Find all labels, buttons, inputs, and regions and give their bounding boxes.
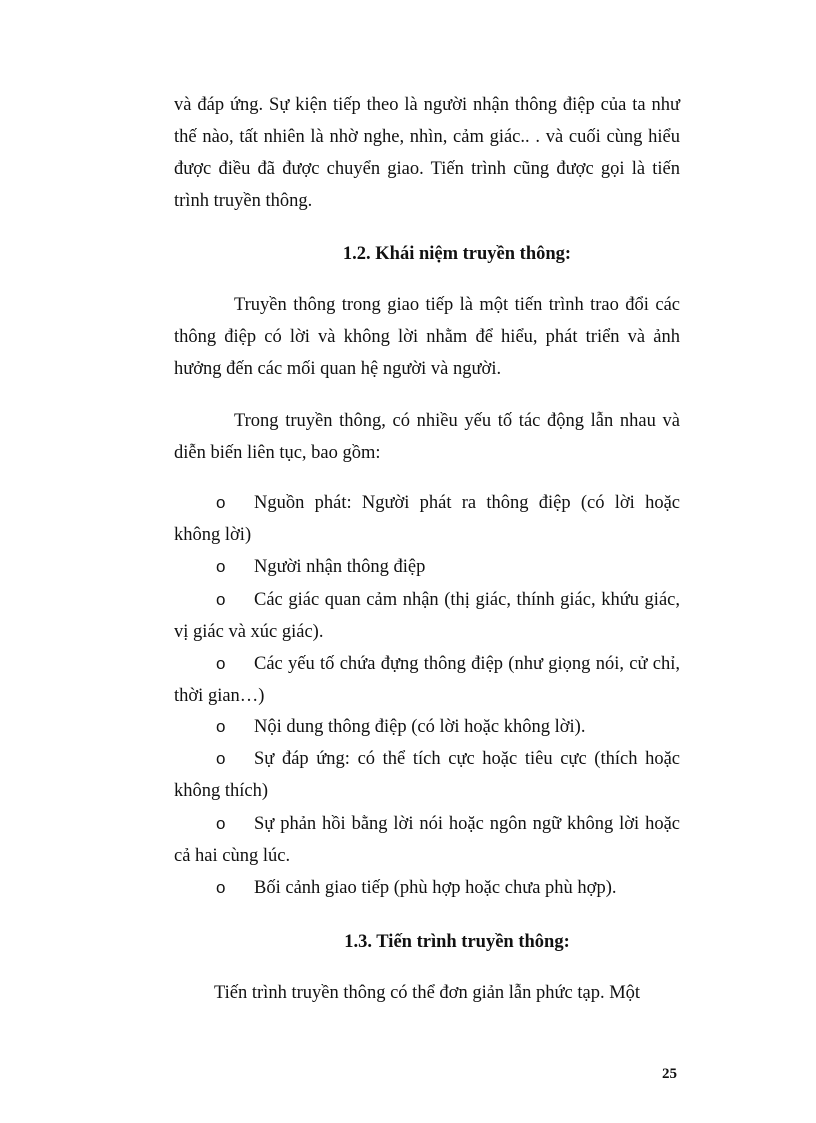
bullet-marker: o	[216, 493, 226, 512]
bullet-marker: o	[216, 590, 226, 609]
list-item	[174, 743, 680, 807]
list-item-text: Bối cảnh giao tiếp (phù hợp hoặc chưa phù hợp).	[254, 878, 617, 898]
definition-paragraph: Truyền thông trong giao tiếp là một tiến trình trao đổi các thông điệp có lời và không lời nhằm để hiểu, phát triển và ảnh hưởng đến các mối quan hệ người và người.	[174, 295, 680, 379]
process-intro-paragraph: Tiến trình truyền thông có thể đơn giản lẫn phức tạp. Một	[214, 983, 641, 1003]
list-item	[174, 648, 680, 712]
page-number: 25	[662, 1066, 677, 1082]
intro-paragraph: và đáp ứng. Sự kiện tiếp theo là người nhận thông điệp của ta như thế nào, tất nhiên là nhờ nghe, nhìn, cảm giác.. . và cuối cùng hiểu được điều đã được chuyển giao. Tiến trình cũng được gọi là tiến trình truyền thông.	[174, 95, 680, 211]
list-item	[174, 551, 680, 583]
bullet-marker: o	[216, 654, 226, 673]
factors-intro-paragraph: Trong truyền thông, có nhiều yếu tố tác động lẫn nhau và diễn biến liên tục, bao gồm:	[174, 411, 680, 463]
bullet-marker: o	[216, 557, 226, 576]
list-item	[174, 487, 680, 551]
list-item	[174, 872, 680, 904]
list-item-text: Nguồn phát: Người phát ra thông điệp (có lời hoặc không lời)	[174, 493, 680, 545]
bullet-marker: o	[216, 717, 226, 736]
list-item-text: Người nhận thông điệp	[254, 557, 426, 577]
list-item-text: Sự phản hồi bằng lời nói hoặc ngôn ngữ không lời hoặc cả hai cùng lúc.	[174, 814, 680, 866]
list-item-text: Nội dung thông điệp (có lời hoặc không lời).	[254, 717, 586, 737]
list-item-text: Sự đáp ứng: có thể tích cực hoặc tiêu cực (thích hoặc không thích)	[174, 749, 680, 801]
heading-section-1-2: 1.2. Khái niệm truyền thông:	[342, 244, 572, 264]
list-item-text: Các giác quan cảm nhận (thị giác, thính giác, khứu giác, vị giác và xúc giác).	[174, 590, 680, 642]
bullet-marker: o	[216, 814, 226, 833]
list-item	[174, 808, 680, 872]
list-item	[174, 584, 680, 648]
list-item	[174, 711, 680, 743]
bullet-marker: o	[216, 878, 226, 897]
list-item-text: Các yếu tố chứa đựng thông điệp (như giọng nói, cử chỉ, thời gian…)	[174, 654, 680, 706]
bullet-marker: o	[216, 749, 226, 768]
heading-section-1-3: 1.3. Tiến trình truyền thông:	[344, 932, 570, 952]
